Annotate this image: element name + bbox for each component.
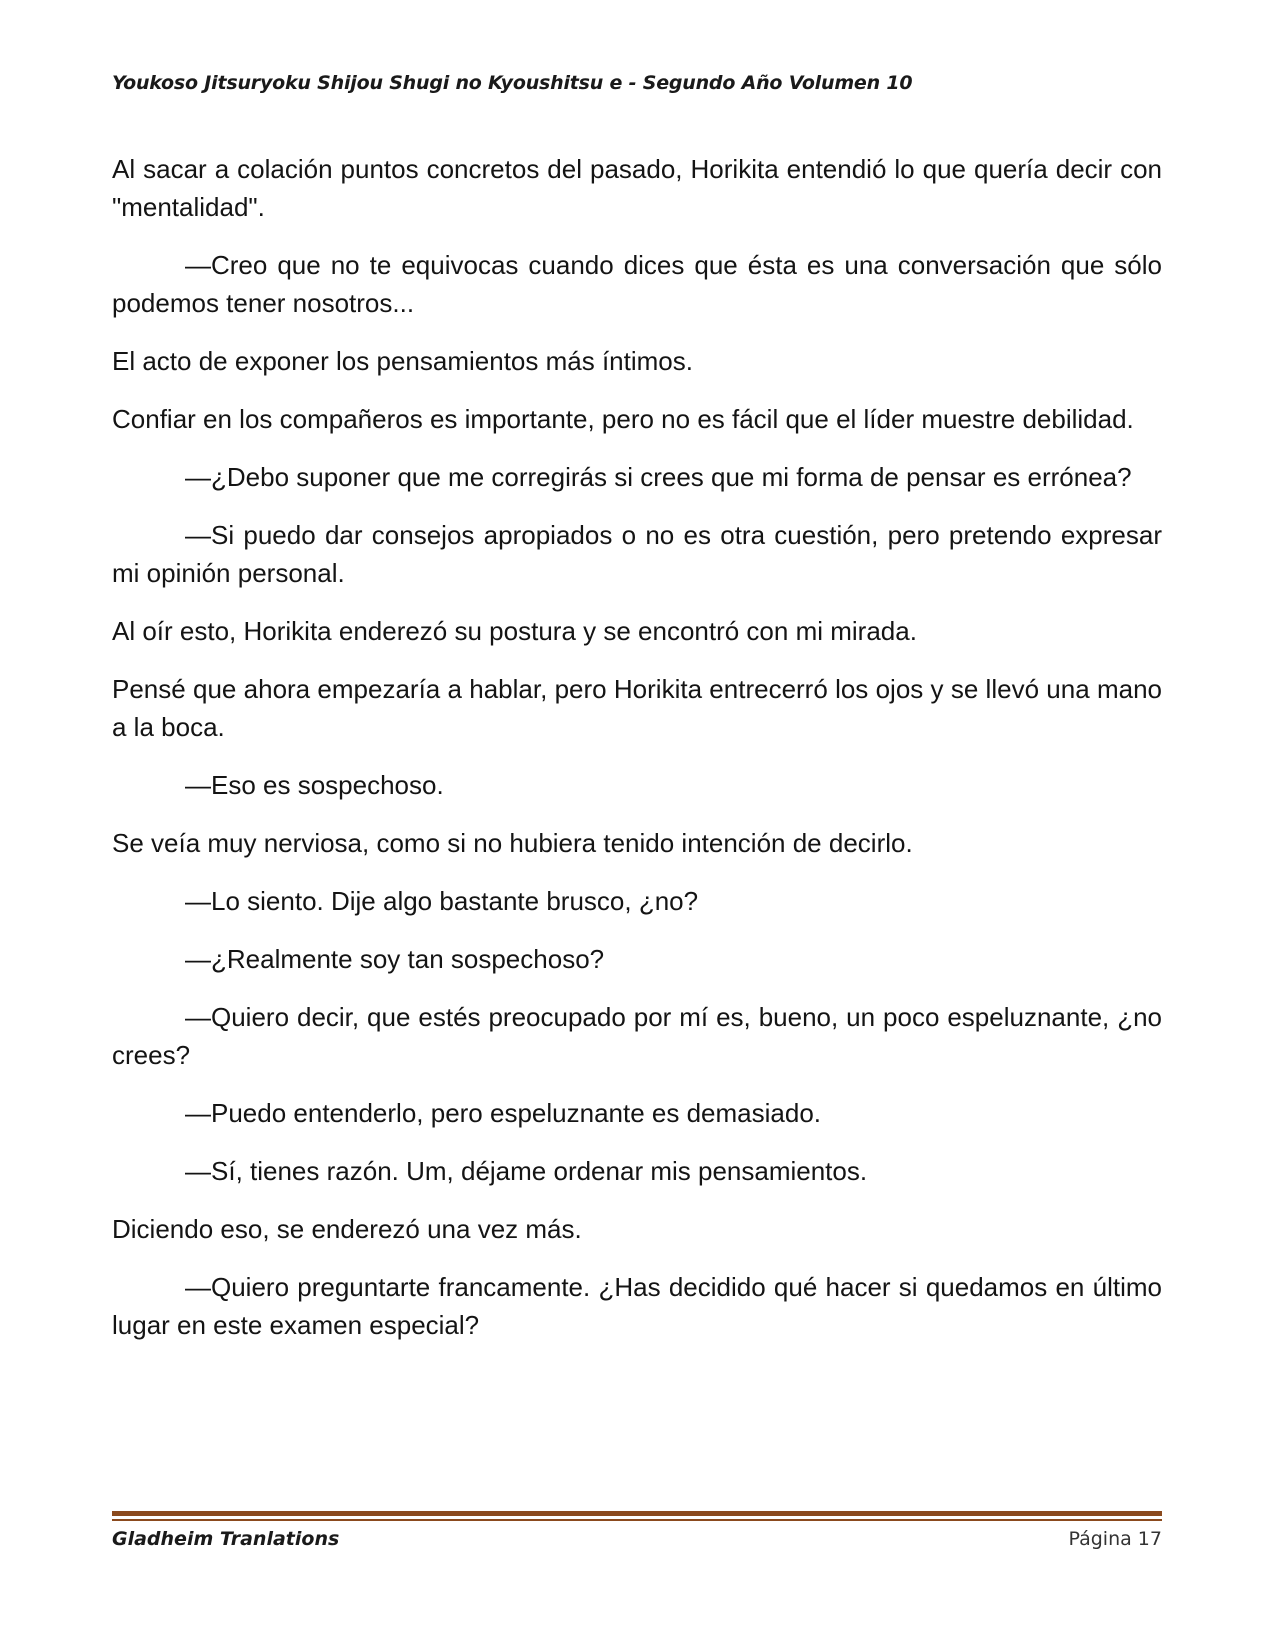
dialog-paragraph: —Quiero decir, que estés preocupado por mí es, bueno, un poco espeluznante, ¿no crees? (112, 1002, 1162, 1070)
paragraph: El acto de exponer los pensamientos más íntimos. (112, 346, 693, 376)
footer-rule-thin (112, 1519, 1162, 1521)
page-header-title: Youkoso Jitsuryoku Shijou Shugi no Kyoushitsu e - Segundo Año Volumen 10 (112, 72, 913, 94)
dialog-paragraph: —Puedo entenderlo, pero espeluznante es demasiado. (185, 1098, 821, 1128)
paragraph: Se veía muy nerviosa, como si no hubiera tenido intención de decirlo. (112, 828, 913, 858)
dialog-paragraph: —Sí, tienes razón. Um, déjame ordenar mis pensamientos. (185, 1156, 868, 1186)
dialog-paragraph: —Lo siento. Dije algo bastante brusco, ¿no? (185, 886, 699, 916)
footer-publisher: Gladheim Tranlations (112, 1528, 340, 1550)
paragraph: Al sacar a colación puntos concretos del pasado, Horikita entendió lo que quería decir con "mentalidad". (112, 154, 1162, 222)
paragraph: Pensé que ahora empezaría a hablar, pero Horikita entrecerró los ojos y se llevó una mano a la boca. (112, 674, 1162, 742)
paragraph: Diciendo eso, se enderezó una vez más. (112, 1214, 582, 1244)
paragraph: Confiar en los compañeros es importante, pero no es fácil que el líder muestre debilidad. (112, 404, 1134, 434)
dialog-paragraph: —¿Realmente soy tan sospechoso? (185, 944, 605, 974)
footer-rule-thick (112, 1511, 1162, 1516)
dialog-paragraph: —Quiero preguntarte francamente. ¿Has decidido qué hacer si quedamos en último lugar en este examen especial? (112, 1272, 1162, 1340)
document-body (112, 150, 1162, 1364)
dialog-paragraph: —¿Debo suponer que me corregirás si crees que mi forma de pensar es errónea? (185, 462, 1132, 492)
paragraph: Al oír esto, Horikita enderezó su postura y se encontró con mi mirada. (112, 616, 917, 646)
footer-page-number: Página 17 (1068, 1528, 1162, 1550)
dialog-paragraph: —Eso es sospechoso. (185, 770, 444, 800)
dialog-paragraph: —Creo que no te equivocas cuando dices que ésta es una conversación que sólo podemos tener nosotros... (112, 250, 1162, 318)
dialog-paragraph: —Si puedo dar consejos apropiados o no es otra cuestión, pero pretendo expresar mi opinión personal. (112, 520, 1162, 588)
